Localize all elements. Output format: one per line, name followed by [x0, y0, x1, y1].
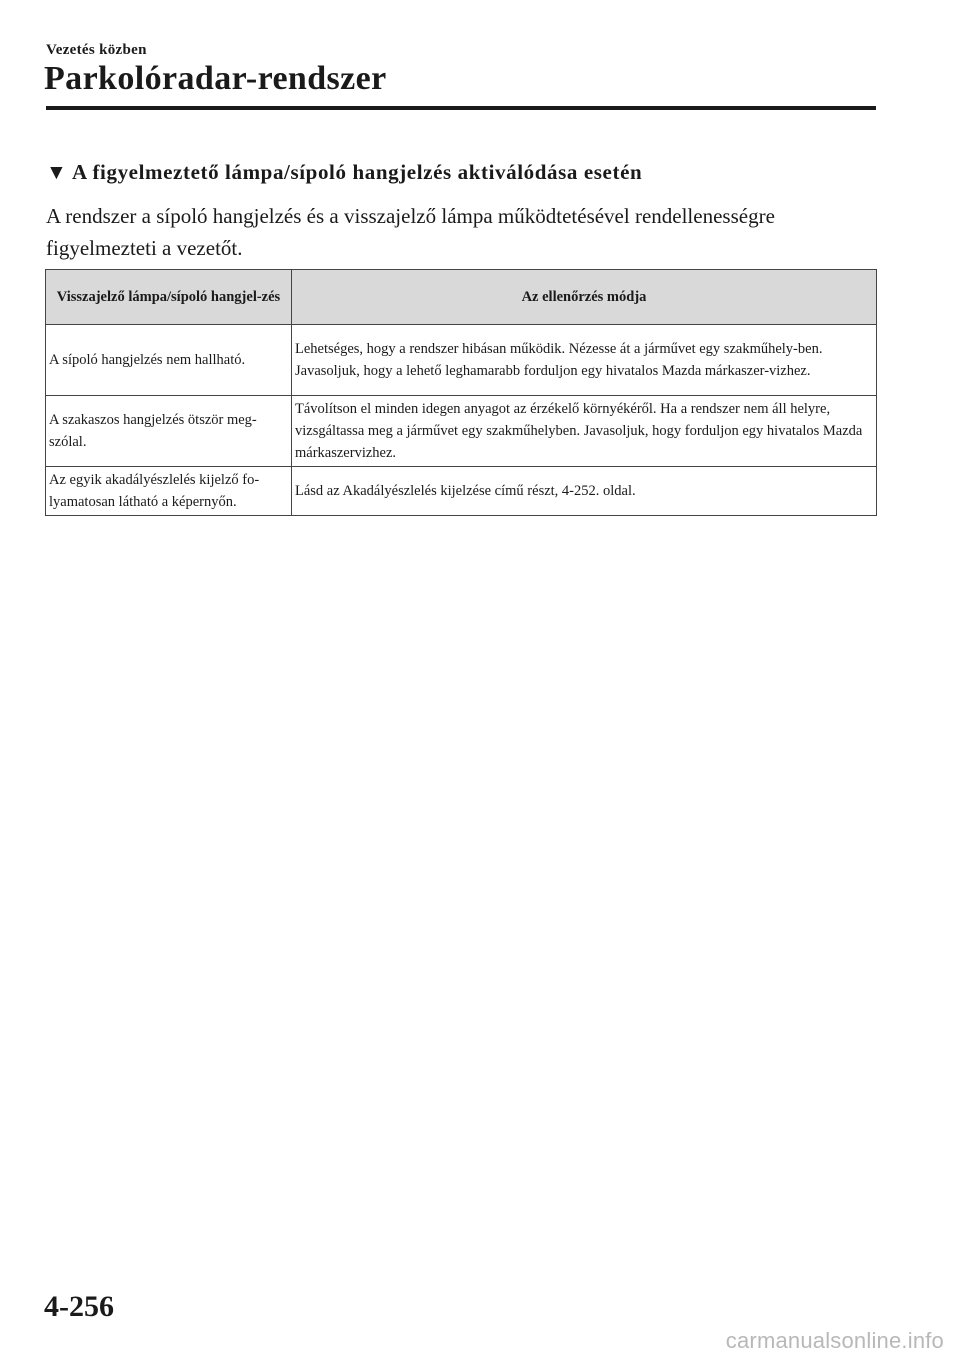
section-heading-text: A figyelmeztető lámpa/sípoló hangjelzés aktiválódása esetén — [72, 160, 643, 184]
condition-cell: A szakaszos hangjelzés ötször meg-szólal. — [46, 396, 292, 467]
title-divider — [46, 106, 876, 110]
chapter-label: Vezetés közben — [46, 42, 147, 58]
troubleshooting-table — [45, 269, 877, 516]
table-row — [46, 325, 877, 396]
page-number: 4-256 — [44, 1290, 114, 1323]
action-cell: Lásd az Akadályészlelés kijelzése című részt, 4-252. oldal. — [292, 467, 877, 516]
table-row — [46, 467, 877, 516]
watermark: carmanualsonline.info — [725, 1328, 944, 1353]
header-indicator: Visszajelző lámpa/sípoló hangjel-zés — [46, 270, 292, 325]
intro-paragraph: A rendszer a sípoló hangjelzés és a visszajelző lámpa működtetésével rendellenességre figyelmezteti a vezetőt. — [46, 204, 775, 260]
header-check-method: Az ellenőrzés módja — [292, 270, 877, 325]
condition-cell: A sípoló hangjelzés nem hallható. — [46, 325, 292, 396]
action-cell: Lehetséges, hogy a rendszer hibásan működik. Nézesse át a járművet egy szakműhely-ben. Javasoljuk, hogy a lehető leghamarabb forduljon egy hivatalos Mazda márkaszer-vizhez. — [292, 325, 877, 396]
table-header-row — [46, 270, 877, 325]
table-row — [46, 396, 877, 467]
condition-cell: Az egyik akadályészlelés kijelző fo-lyamatosan látható a képernyőn. — [46, 467, 292, 516]
page-title: Parkolóradar-rendszer — [44, 60, 387, 97]
section-heading — [46, 160, 642, 185]
triangle-down-icon: ▼ — [46, 160, 68, 184]
action-cell: Távolítson el minden idegen anyagot az érzékelő környékéről. Ha a rendszer nem áll helyre, vizsgáltassa meg a járművet egy szakműhelyben. Javasoljuk, hogy forduljon egy hivatalos Mazda márkaszervizhez. — [292, 396, 877, 467]
